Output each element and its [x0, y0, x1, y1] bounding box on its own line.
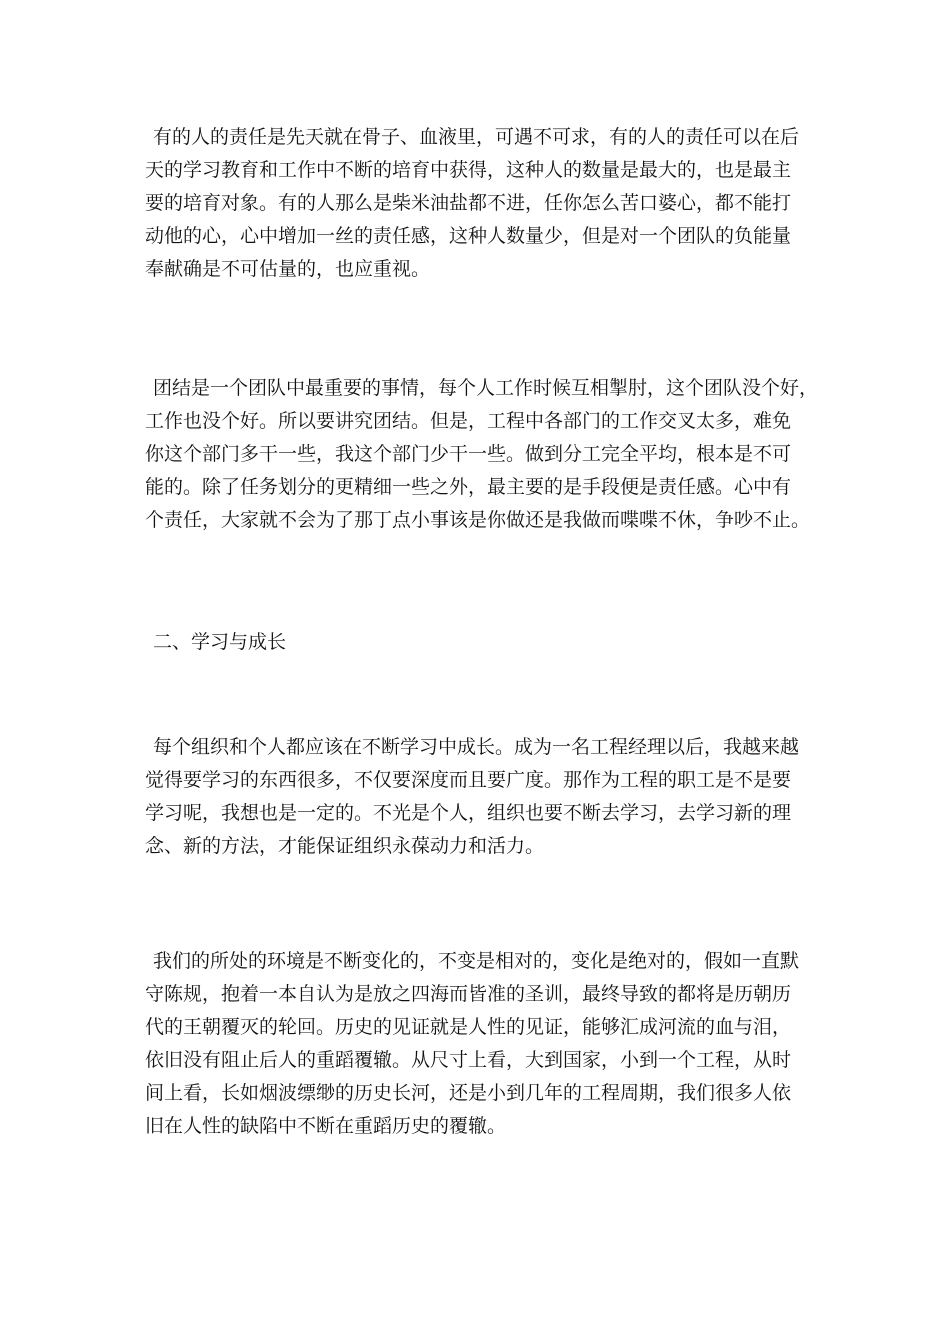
- text-line: 工作也没个好。所以要讲究团结。但是，工程中各部门的工作交叉太多，难免: [145, 410, 792, 432]
- section-heading: [145, 626, 835, 659]
- text-line: 旧在人性的缺陷中不断在重蹈历史的覆辙。: [145, 1115, 507, 1137]
- text-line: 你这个部门多干一些，我这个部门少干一些。做到分工完全平均，根本是不可: [145, 443, 792, 465]
- text-line: 动他的心，心中增加一丝的责任感，这种人数量少，但是对一个团队的负能量: [145, 225, 792, 247]
- text-line: 团结是一个团队中最重要的事情，每个人工作时候互相掣肘，这个团队没个好，: [153, 377, 819, 399]
- text-line: 间上看，长如烟波缥缈的历史长河，还是小到几年的工程周期，我们很多人依: [145, 1082, 792, 1104]
- paragraph-environment: [145, 945, 835, 1143]
- paragraph-learning: [145, 731, 835, 863]
- text-line: 个责任，大家就不会为了那丁点小事该是你做还是我做而喋喋不休，争吵不止。: [145, 509, 811, 531]
- text-line: 能的。除了任务划分的更精细一些之外，最主要的是手段便是责任感。心中有: [145, 476, 792, 498]
- paragraph-unity: [145, 372, 835, 537]
- text-line: 有的人的责任是先天就在骨子、血液里，可遇不可求，有的人的责任可以在后: [153, 126, 800, 148]
- text-line: 要的培育对象。有的人那么是柴米油盐都不进，任你怎么苦口婆心，都不能打: [145, 192, 792, 214]
- text-line: 守陈规，抱着一本自认为是放之四海而皆准的圣训，最终导致的都将是历朝历: [145, 983, 792, 1005]
- paragraph-responsibility: [145, 121, 835, 286]
- text-line: 觉得要学习的东西很多，不仅要深度而且要广度。那作为工程的职工是不是要: [145, 769, 792, 791]
- text-line: 天的学习教育和工作中不断的培育中获得，这种人的数量是最大的，也是最主: [145, 159, 792, 181]
- text-line: 学习呢，我想也是一定的。不光是个人，组织也要不断去学习，去学习新的理: [145, 802, 792, 824]
- text-line: 依旧没有阻止后人的重蹈覆辙。从尺寸上看，大到国家，小到一个工程，从时: [145, 1049, 792, 1071]
- heading-text: 二、学习与成长: [153, 631, 287, 653]
- text-line: 念、新的方法，才能保证组织永葆动力和活力。: [145, 835, 545, 857]
- text-line: 代的王朝覆灭的轮回。历史的见证就是人性的见证，能够汇成河流的血与泪，: [145, 1016, 792, 1038]
- text-line: 奉献确是不可估量的，也应重视。: [145, 258, 431, 280]
- text-line: 每个组织和个人都应该在不断学习中成长。成为一名工程经理以后，我越来越: [153, 736, 800, 758]
- text-line: 我们的所处的环境是不断变化的，不变是相对的，变化是绝对的，假如一直默: [153, 950, 800, 972]
